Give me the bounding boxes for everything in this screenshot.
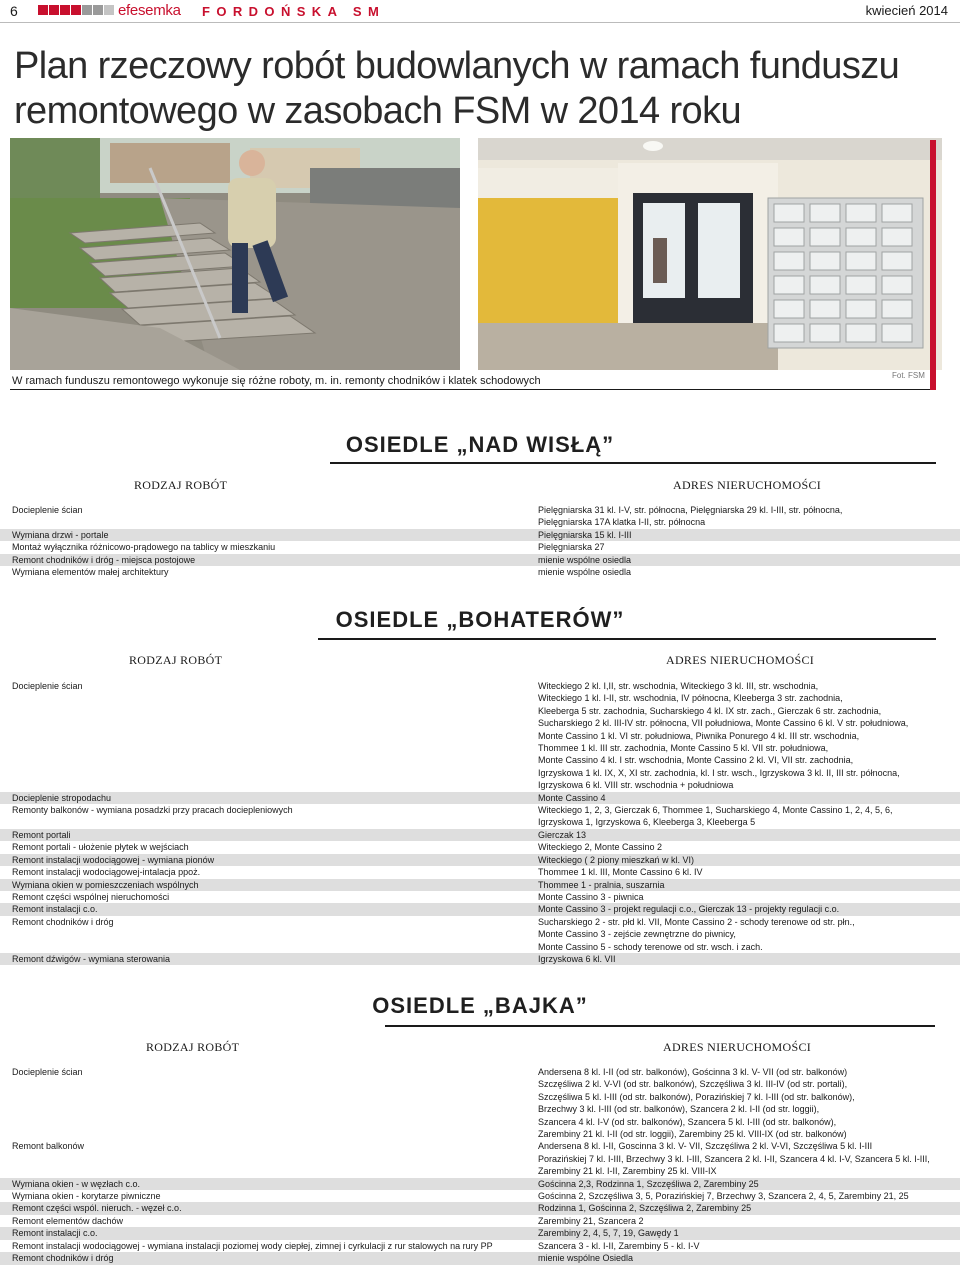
row-address xyxy=(538,566,960,578)
row-address xyxy=(538,903,960,915)
row-address xyxy=(538,1202,960,1214)
row-address xyxy=(538,804,960,829)
row-address xyxy=(538,554,960,566)
row-address xyxy=(538,841,960,853)
photo-caption: W ramach funduszu remontowego wykonuje się różne roboty, m. in. remonty chodników i klatek schodowych xyxy=(12,375,541,387)
address-line: mienie wspólne osiedla xyxy=(538,554,632,565)
table-row xyxy=(0,1227,960,1239)
row-work: Remont portali xyxy=(12,829,71,840)
section-title: OSIEDLE „BAJKA” xyxy=(372,993,588,1018)
photo-stairwell xyxy=(478,138,942,370)
address-line: Szancera 3 - kl. I-II, Zarembiny 5 - kl. I-V xyxy=(538,1240,700,1251)
row-work: Remont instalacji wodociągowej - wymiana instalacji poziomej wody ciepłej, zimnej i cyrkulacji z rur stalowych na rury PP xyxy=(12,1240,493,1251)
address-line: Zarembiny 2, 4, 5, 7, 19, Gawędy 1 xyxy=(538,1228,679,1239)
table-row xyxy=(0,1190,960,1202)
table-row xyxy=(0,1066,960,1140)
address-line: Szczęśliwa 5 kl. I-III (od str. balkonów), Porazińskiej 7 kl. I-III (od str. balkonów), xyxy=(538,1091,855,1102)
address-line: Gościnna 2, Szczęśliwa 3, 5, Porazińskiej 7, Brzechwy 3, Szancera 2, 4, 5, Zarembiny 21, 25 xyxy=(538,1191,909,1202)
photo-credit: Fot. FSM xyxy=(892,371,925,380)
address-line: Pielęgniarska 15 kl. I-III xyxy=(538,529,632,540)
page-header xyxy=(0,0,960,23)
row-work: Wymiana elementów małej architektury xyxy=(12,567,169,578)
row-work: Docieplenie ścian xyxy=(12,1067,83,1077)
address-line: Zarembiny 21, Szancera 2 xyxy=(538,1215,644,1226)
address-line: Szczęśliwa 2 kl. V-VI (od str. balkonów), Szczęśliwa 3 kl. III-IV (od str. portali), xyxy=(538,1079,848,1090)
table-row xyxy=(0,903,960,915)
works-table xyxy=(0,504,960,578)
table-row xyxy=(0,792,960,804)
address-line: Thommee 1 kl. III str. zachodnia, Monte Cassino 5 kl. VII str. południowa, xyxy=(538,743,829,754)
brand-logo: efesemka xyxy=(118,2,181,19)
table-row xyxy=(0,866,960,878)
table-row xyxy=(0,841,960,853)
row-address xyxy=(538,829,960,841)
row-work: Wymiana okien w pomieszczeniach wspólnych xyxy=(12,879,199,890)
address-line: Kleeberga 5 str. zachodnia, Sucharskiego 4 kl. IX str. zach., Gierczak 6 str. zachodnia, xyxy=(538,705,882,716)
table-row xyxy=(0,1240,960,1252)
section-rule xyxy=(330,462,936,464)
address-line: Igrzyskowa 6 kl. VII xyxy=(538,953,616,964)
address-line: Porazińskiej 7 kl. I-III, Brzechwy 3 kl. I-III, Szancera 2 kl. I-II, Szancera 4 kl. I-V, Szancera 5 kl. I-III, xyxy=(538,1153,930,1164)
row-address xyxy=(538,541,960,553)
row-work: Remont dźwigów - wymiana sterowania xyxy=(12,953,171,964)
table-row xyxy=(0,879,960,891)
row-address xyxy=(538,1178,960,1190)
table-row xyxy=(0,1202,960,1214)
works-table xyxy=(0,1066,960,1265)
address-line: Gierczak 13 xyxy=(538,829,587,840)
address-line: Witeckiego 1 kl. I-II, str. wschodnia, IV północna, Kleeberga 3 str. zachodnia, xyxy=(538,693,843,704)
address-line: Witeckiego 2, Monte Cassino 2 xyxy=(538,842,663,853)
row-address xyxy=(538,792,960,804)
row-work: Wymiana okien - korytarze piwniczne xyxy=(12,1191,161,1202)
row-work: Docieplenie ścian xyxy=(12,681,83,691)
row-work: Wymiana drzwi - portale xyxy=(12,529,109,540)
section-rule xyxy=(318,638,936,640)
section-title: OSIEDLE „NAD WISŁĄ” xyxy=(345,432,615,457)
row-work: Remont instalacji c.o. xyxy=(12,1228,98,1239)
caption-divider xyxy=(10,389,930,390)
address-line: Andersena 8 kl. I-II, Goscinna 3 kl. V- VII, Szczęśliwa 2 kl. V-VI, Szczęśliwa 5 kl. I-III xyxy=(538,1141,873,1152)
address-line: Igrzyskowa 1, Igrzyskowa 6, Kleeberga 3, Kleeberga 5 xyxy=(538,817,756,828)
row-work: Docieplenie stropodachu xyxy=(12,792,112,803)
address-line: Monte Cassino 4 kl. I str. wschodnia, Monte Cassino 2 kl. VI, VII str. zachodnia, xyxy=(538,755,854,766)
page-title: Plan rzeczowy robót budowlanych w ramach funduszu remontowego w zasobach FSM w 2014 roku xyxy=(14,45,900,132)
column-header-address: ADRES NIERUCHOMOŚCI xyxy=(673,478,822,492)
table-row xyxy=(0,916,960,953)
address-line: Witeckiego 1, 2, 3, Gierczak 6, Thommee 1, Sucharskiego 4, Monte Cassino 1, 2, 4, 5, 6, xyxy=(538,805,893,816)
column-header-address: ADRES NIERUCHOMOŚCI xyxy=(663,1040,812,1054)
page-number: 6 xyxy=(10,3,18,19)
section-title: OSIEDLE „BOHATERÓW” xyxy=(335,607,625,632)
column-header-address: ADRES NIERUCHOMOŚCI xyxy=(666,653,815,667)
address-line: Thommee 1 - pralnia, suszarnia xyxy=(538,879,665,890)
row-work: Remont instalacji wodociągowej-intalacja ppoż. xyxy=(12,867,201,878)
table-row xyxy=(0,1215,960,1227)
row-address xyxy=(538,504,960,529)
table-row xyxy=(0,829,960,841)
address-line: Monte Cassino 3 - piwnica xyxy=(538,891,644,902)
table-row xyxy=(0,541,960,553)
row-work: Remont elementów dachów xyxy=(12,1215,124,1226)
table-row xyxy=(0,1252,960,1264)
works-table xyxy=(0,680,960,965)
address-line: Monte Cassino 1 kl. VI str. południowa, Piwnika Ponurego 4 kl. III str. wschodnia, xyxy=(538,730,860,741)
address-line: Monte Cassino 4 xyxy=(538,792,606,803)
address-line: Witeckiego ( 2 piony mieszkań w kl. VI) xyxy=(538,854,695,865)
address-line: Pielęgniarska 17A klatka I-II, str. północna xyxy=(538,517,706,528)
table-row xyxy=(0,891,960,903)
row-address xyxy=(538,916,960,953)
row-work: Montaż wyłącznika różnicowo-prądowego na tablicy w mieszkaniu xyxy=(12,542,276,553)
row-address xyxy=(538,953,960,965)
row-address xyxy=(538,891,960,903)
address-line: Andersena 8 kl. I-II (od str. balkonów), Gościnna 3 kl. V- VII (od str. balkonów) xyxy=(538,1067,848,1077)
issue-date: kwiecień 2014 xyxy=(865,3,948,18)
row-work: Remont chodników i dróg xyxy=(12,916,114,927)
row-work: Wymiana okien - w węzłach c.o. xyxy=(12,1178,140,1189)
address-line: Sucharskiego 2 kl. III-IV str. północna, VII południowa, Monte Cassino 6 kl. V str. południowa, xyxy=(538,718,909,729)
address-line: Brzechwy 3 kl. I-III (od str. balkonów), Szancera 2 kl. I-II (od str. loggii), xyxy=(538,1104,820,1115)
address-line: Pielęgniarska 31 kl. I-V, str. północna, Pielęgniarska 29 kl. I-III, str. północna, xyxy=(538,505,843,515)
row-address xyxy=(538,879,960,891)
address-line: Monte Cassino 3 - zejście zewnętrzne do piwnicy, xyxy=(538,929,736,940)
row-address xyxy=(538,1140,960,1177)
table-row xyxy=(0,1178,960,1190)
row-address xyxy=(538,1190,960,1202)
address-line: Igrzyskowa 1 kl. IX, X, XI str. zachodnia, kl. I str. wsch., Igrzyskowa 3 kl. II, III str. północna, xyxy=(538,767,900,778)
address-line: Zarembiny 21 kl. I-II (od str. loggii), Zarembiny 25 kl. VIII-IX (od str. balkonów) xyxy=(538,1129,847,1140)
column-header-work: RODZAJ ROBÓT xyxy=(146,1040,240,1054)
table-row xyxy=(0,554,960,566)
address-line: Monte Cassino 3 - projekt regulacji c.o., Gierczak 13 - projekty regulacji c.o. xyxy=(538,904,840,915)
row-address xyxy=(538,854,960,866)
table-row xyxy=(0,953,960,965)
decorative-squares xyxy=(38,5,115,16)
table-row xyxy=(0,566,960,578)
table-row xyxy=(0,804,960,829)
address-line: Zarembiny 21 kl. I-II, Zarembiny 25 kl. VIII-IX xyxy=(538,1166,717,1177)
table-row xyxy=(0,680,960,792)
row-work: Docieplenie ścian xyxy=(12,505,83,515)
row-work: Remont portali - ułożenie płytek w wejściach xyxy=(12,842,189,853)
row-work: Remont instalacji c.o. xyxy=(12,904,98,915)
address-line: Monte Cassino 5 - schody terenowe od str. wsch. i zach. xyxy=(538,941,763,952)
address-line: Gościnna 2,3, Rodzinna 1, Szczęśliwa 2, Zarembiny 25 xyxy=(538,1178,759,1189)
row-address xyxy=(538,680,960,792)
table-row xyxy=(0,504,960,529)
table-row xyxy=(0,529,960,541)
row-address xyxy=(538,529,960,541)
address-line: mienie wspólne osiedla xyxy=(538,567,632,578)
row-work: Remonty balkonów - wymiana posadzki przy pracach dociepleniowych xyxy=(12,805,293,816)
row-address xyxy=(538,1215,960,1227)
row-address xyxy=(538,866,960,878)
column-header-work: RODZAJ ROBÓT xyxy=(129,653,223,667)
row-work: Remont balkonów xyxy=(12,1141,85,1152)
row-address xyxy=(538,1252,960,1264)
address-line: Rodzinna 1, Gościnna 2, Szczęśliwa 2, Zarembiny 25 xyxy=(538,1203,752,1214)
table-row xyxy=(0,1140,960,1177)
section-rule xyxy=(385,1025,935,1027)
column-header-work: RODZAJ ROBÓT xyxy=(134,478,228,492)
address-line: Thommee 1 kl. III, Monte Cassino 6 kl. IV xyxy=(538,867,703,878)
row-work: Remont części wspól. nieruch. - węzeł c.o. xyxy=(12,1203,182,1214)
photo-outdoor-stairs xyxy=(10,138,460,370)
row-work: Remont części wspólnej nieruchomości xyxy=(12,891,170,902)
address-line: Witeckiego 2 kl. I,II, str. wschodnia, Witeckiego 3 kl. III, str. wschodnia, xyxy=(538,681,819,691)
address-line: Pielęgniarska 27 xyxy=(538,542,605,553)
address-line: Igrzyskowa 6 kl. VIII str. wschodnia + południowa xyxy=(538,780,734,791)
address-line: mienie wspólne Osiedla xyxy=(538,1253,634,1264)
row-address xyxy=(538,1227,960,1239)
region-name: FORDOŃSKA SM xyxy=(202,4,386,19)
table-row xyxy=(0,854,960,866)
row-work: Remont chodników i dróg xyxy=(12,1253,114,1264)
row-address xyxy=(538,1066,960,1140)
accent-bar xyxy=(930,140,936,390)
row-work: Remont chodników i dróg - miejsca postojowe xyxy=(12,554,196,565)
address-line: Sucharskiego 2 - str. płd kl. VII, Monte Cassino 2 - schody terenowe od str. płn., xyxy=(538,916,855,927)
row-address xyxy=(538,1240,960,1252)
row-work: Remont instalacji wodociągowej - wymiana pionów xyxy=(12,854,215,865)
address-line: Szancera 4 kl. I-V (od str. balkonów), Szancera 5 kl. I-III (od str. balkonów), xyxy=(538,1116,837,1127)
